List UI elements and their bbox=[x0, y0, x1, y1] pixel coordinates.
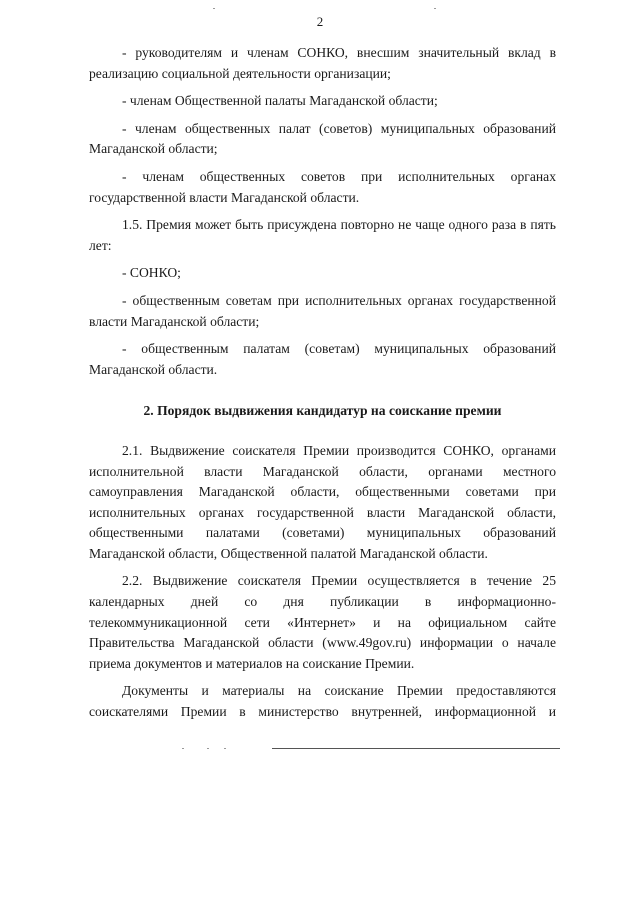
scan-speck bbox=[213, 8, 215, 9]
scan-speck bbox=[224, 748, 226, 749]
scan-speck bbox=[207, 748, 209, 749]
paragraph-list-item: - руководителям и членам СОНКО, внесшим значительный вклад в реализацию социальной деятельности организации; bbox=[89, 45, 556, 81]
scan-speck bbox=[182, 748, 184, 749]
section-heading: 2. Порядок выдвижения кандидатур на соискание премии bbox=[143, 403, 502, 419]
paragraph-list-item: - членам Общественной палаты Магаданской области; bbox=[122, 93, 438, 109]
page-number: 2 bbox=[316, 14, 324, 29]
scan-speck bbox=[434, 8, 436, 9]
paragraph-list-item: - членам общественных палат (советов) муниципальных образований Магаданской области; bbox=[89, 120, 556, 157]
paragraph-clause-1-5: 1.5. Премия может быть присуждена повторно не чаще одного раза в пять лет: bbox=[89, 217, 556, 253]
document-body bbox=[89, 43, 556, 723]
scan-rule-line bbox=[272, 748, 560, 749]
paragraph-clause-2-2: 2.2. Выдвижение соискателя Премии осуществляется в течение 25 календарных дней со дня публикации в информационно-телекоммуникационной сети «Интернет» и на официальном сайте Правительства Магаданской области (www.49gov.ru) информации о начале приема документов и материалов на соискание Премии. bbox=[89, 573, 556, 671]
paragraph-list-item: - СОНКО; bbox=[122, 265, 181, 281]
paragraph-clause-2-1: 2.1. Выдвижение соискателя Премии производится СОНКО, органами исполнительной власти Магаданской области, органами местного самоуправления Магаданской области, общественными советами при исполнительных органах государственной власти Магаданской области, общественными палатами (советами) муниципальных образований Магаданской области, Общественной палатой Магаданской области. bbox=[89, 442, 556, 561]
paragraph-list-item: - общественным советам при исполнительных органах государственной власти Магаданской области; bbox=[89, 292, 556, 329]
paragraph-documents: Документы и материалы на соискание Премии предоставляются соискателями Премии в министерство внутренней, информационной и bbox=[89, 683, 556, 720]
paragraph-list-item: - общественным палатам (советам) муниципальных образований Магаданской области. bbox=[89, 341, 556, 377]
paragraph-list-item: - членам общественных советов при исполнительных органах государственной власти Магаданской области. bbox=[89, 168, 556, 205]
